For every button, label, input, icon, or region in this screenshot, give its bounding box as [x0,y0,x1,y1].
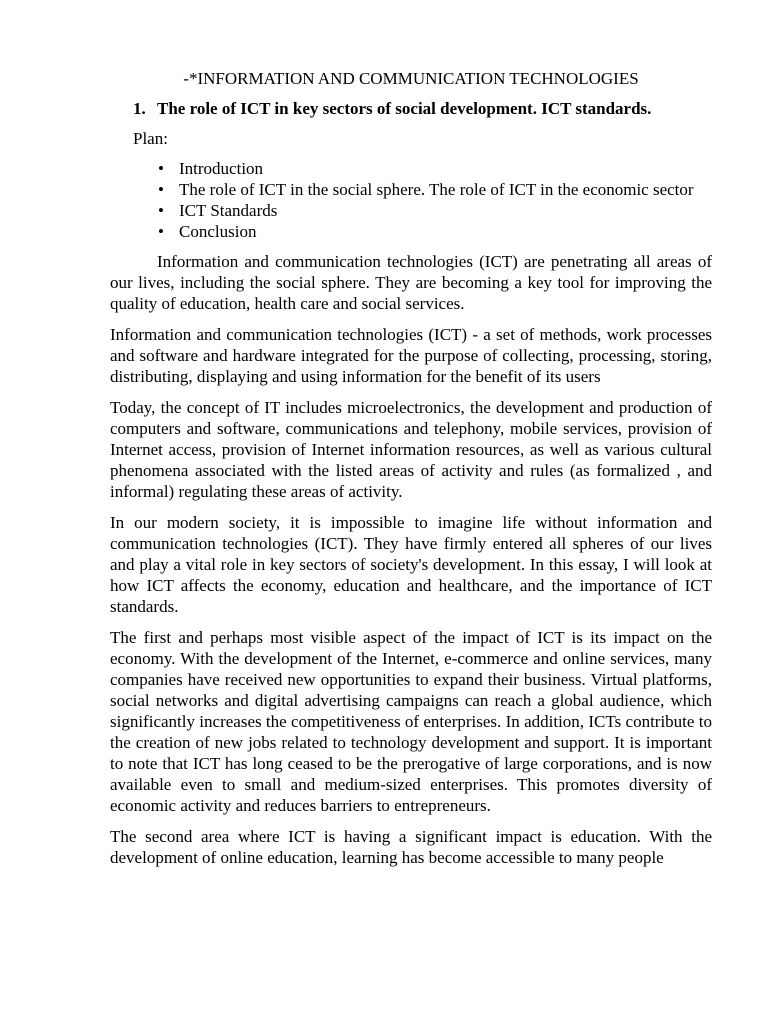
plan-item-text: Conclusion [179,222,257,241]
plan-label: Plan: [133,129,168,148]
section-heading-text: The role of ICT in key sectors of social development. ICT standards. [157,99,652,118]
section-number: 1. [133,99,146,118]
plan-item-text: ICT Standards [179,201,278,220]
plan-item [158,179,712,200]
plan-item [158,200,712,221]
bullet-icon: • [158,222,164,241]
section-heading [110,98,712,119]
plan-item [158,221,712,242]
paragraph-economy: The first and perhaps most visible aspect of the impact of ICT is its impact on the economy. With the development of the Internet, e-commerce and online services, many companies have received new opportunities to expand their business. Virtual platforms, social networks and digital advertising campaigns can reach a global audience, which significantly increases the competitiveness of enterprises. In addition, ICTs contribute to the creation of new jobs related to technology development and support. It is important to note that ICT has long ceased to be the prerogative of large corporations, and is now available even to small and medium-sized enterprises. This promotes diversity of economic activity and reduces barriers to entrepreneurs. [110,628,712,815]
bullet-icon: • [158,180,164,199]
paragraph-ict-definition: Information and communication technologies (ICT) - a set of methods, work processes and software and hardware integrated for the purpose of collecting, processing, storing, distributing, displaying and using information for the benefit of its users [110,325,712,386]
bullet-icon: • [158,201,164,220]
bullet-icon: • [158,159,164,178]
plan-item-text: The role of ICT in the social sphere. The role of ICT in the economic sector [179,180,694,199]
plan-list [110,158,712,242]
paragraph-it-concept: Today, the concept of IT includes microelectronics, the development and production of computers and software, communications and telephony, mobile services, provision of Internet access, provision of Internet information resources, as well as various cultural phenomena associated with the listed areas of activity and rules (as formalized , and informal) regulating these areas of activity. [110,398,712,501]
plan-item-text: Introduction [179,159,264,178]
paragraph-intro: Information and communication technologies (ICT) are penetrating all areas of our lives, including the social sphere. They are becoming a key tool for improving the quality of education, health care and social services. [110,252,712,313]
document-title: -*INFORMATION AND COMMUNICATION TECHNOLOGIES [183,69,639,88]
paragraph-education: The second area where ICT is having a significant impact is education. With the development of online education, learning has become accessible to many people [110,827,712,867]
plan-item [158,158,712,179]
paragraph-modern-society: In our modern society, it is impossible to imagine life without information and communication technologies (ICT). They have firmly entered all spheres of our lives and play a vital role in key sectors of society's development. In this essay, I will look at how ICT affects the economy, education and healthcare, and the importance of ICT standards. [110,513,712,616]
document-page [110,68,712,878]
